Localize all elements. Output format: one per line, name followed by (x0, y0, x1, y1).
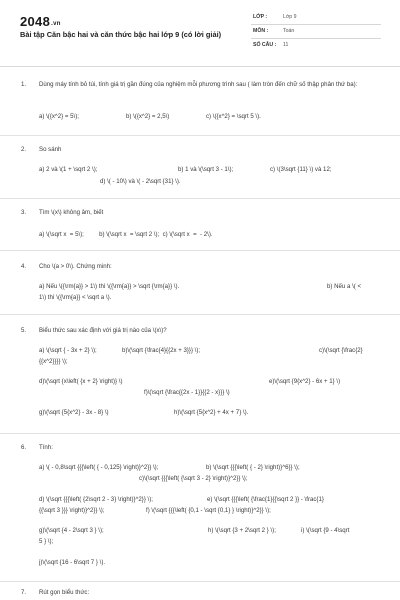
logo-text: 2048 (20, 14, 51, 29)
answer-a: a) \({x^2} = 5\); (39, 113, 79, 120)
section-divider (0, 433, 400, 434)
document-title: Bài tập Căn bậc hai và căn thức bậc hai lớp 9 (có lời giải) (20, 30, 222, 39)
question-text: Tính: (39, 444, 53, 451)
answer-i-continued: 5 } \); (39, 538, 54, 545)
answer-e-continued: {{\sqrt 3 }}} \right)}^2}} \); (39, 507, 105, 514)
question-number: 1. (21, 81, 27, 88)
header-divider (0, 66, 400, 67)
meta-row-class (251, 11, 381, 25)
answer-a: a) Nếu \({\rm{a}} > 1\) thì \({\rm{a}} > \sqrt {\rm{a}} \). (39, 283, 180, 290)
meta-table (251, 11, 381, 52)
page-header (0, 0, 400, 66)
answer-a: a) \(\sqrt { - 3x + 2} \); (39, 347, 97, 354)
question-number: 4. (21, 263, 27, 270)
answer-e: e)\(\sqrt {9{x^2} - 6x + 1} \) (269, 378, 341, 385)
answer-c-continued: {{x^2}}}} \); (39, 358, 68, 365)
question-2 (0, 145, 400, 195)
question-3 (0, 208, 400, 248)
question-7 (0, 588, 400, 600)
question-text: So sánh (39, 146, 62, 153)
question-text: Biểu thức sau xác định với giá trị nào của \(x\)? (39, 327, 167, 334)
meta-row-subject (251, 25, 381, 39)
question-number: 3. (21, 209, 27, 216)
section-divider (0, 250, 400, 251)
answer-g: g)\(\sqrt {5{x^2} - 3x - 8} \) (39, 409, 109, 416)
meta-value: Toán (283, 28, 295, 34)
answer-d: d) \( - 10\) và \( - 2\sqrt {31} \). (100, 178, 181, 185)
answer-f: f)\(\sqrt {\frac{{2x - 1}}{{2 - x}}} \) (144, 389, 230, 396)
answer-a: a) \( - 0,8\sqrt {{{\left( { - 0,125} \right)}^2}} \); (39, 464, 159, 471)
section-divider (0, 135, 400, 136)
answer-c: c) \(3\sqrt {11} \) và 12; (270, 166, 332, 173)
answer-b: b) \(\sqrt {{{\left( { - 2} \right)}^6}} \); (206, 464, 300, 471)
answer-h: h)\(\sqrt {5{x^2} + 4x + 7} \). (174, 409, 249, 416)
section-divider (0, 581, 400, 582)
answer-line: a) \(\sqrt x = 5\); b) \(\sqrt x = \sqrt 2 \); c) \(\sqrt x = - 2\). (39, 231, 213, 238)
meta-row-count (251, 39, 381, 52)
question-number: 5. (21, 327, 27, 334)
answer-e: e) \(\sqrt {{{\left( {\frac{1}{{\sqrt 2 }} - \frac{1} (207, 496, 324, 503)
question-6 (0, 443, 400, 579)
question-text: Rút gọn biểu thức: (39, 589, 90, 596)
answer-a: a) 2 và \(1 + \sqrt 2 \); (39, 166, 98, 173)
question-number: 2. (21, 146, 27, 153)
answer-d: d)\(\sqrt {x\left( {x + 2} \right)} \) (39, 378, 123, 385)
answer-f: f) \(\sqrt {{{\left( {0,1 - \sqrt {0,1} } \right)}^2}} \); (146, 507, 271, 514)
question-1 (0, 80, 400, 130)
answer-b: b) Nếu a \( < (327, 283, 362, 290)
question-text: Tìm \(x\) không âm, biết (39, 209, 104, 216)
site-logo[interactable] (20, 14, 61, 29)
answer-h: h) \(\sqrt {3 + 2\sqrt 2 } \); (208, 527, 276, 534)
question-number: 7. (21, 589, 27, 596)
meta-key: MÔN : (253, 28, 269, 34)
answer-c: c)\(\sqrt {{{\left( {\sqrt 3 - 2} \right)}^2}} \); (139, 475, 248, 482)
question-text: Cho \(a > 0\). Chứng minh: (39, 263, 112, 270)
answer-j: j)\(\sqrt {16 - 6\sqrt 7 } \). (39, 559, 106, 566)
meta-key: LỚP : (253, 14, 268, 20)
question-5 (0, 326, 400, 430)
answer-b-continued: 1\) thì \({\rm{a}} < \sqrt a \). (39, 294, 112, 301)
question-text: Dùng máy tính bỏ túi, tính giá trị gần đúng của nghiệm mỗi phương trình sau ( làm tròn đến chữ số thập phân thứ ba): (39, 81, 358, 88)
answer-i: i) \(\sqrt {9 - 4\sqrt (301, 527, 350, 534)
answer-b: b) 1 và \(\sqrt 3 - 1\); (178, 166, 234, 173)
answer-d: d) \(\sqrt {{{\left( {2\sqrt 2 - 3} \right)}^2}} \); (39, 496, 153, 503)
logo-suffix: .vn (51, 21, 61, 27)
answer-b: b)\(\sqrt {\frac{4}{{2x + 3}}} \); (122, 347, 201, 354)
section-divider (0, 198, 400, 199)
answer-c: c) \({x^2} = \sqrt 5 \). (206, 113, 261, 120)
meta-key: SỐ CÂU : (253, 42, 277, 48)
answer-g: g)\(\sqrt {4 - 2\sqrt 3 } \); (39, 527, 104, 534)
answer-b: b) \({x^2} = 2,5\) (126, 113, 170, 120)
section-divider (0, 314, 400, 315)
meta-value: Lớp 9 (283, 14, 297, 20)
meta-value: 11 (283, 42, 289, 48)
question-4 (0, 262, 400, 310)
answer-c: c)\(\sqrt {\frac{2} (319, 347, 363, 354)
question-number: 6. (21, 444, 27, 451)
